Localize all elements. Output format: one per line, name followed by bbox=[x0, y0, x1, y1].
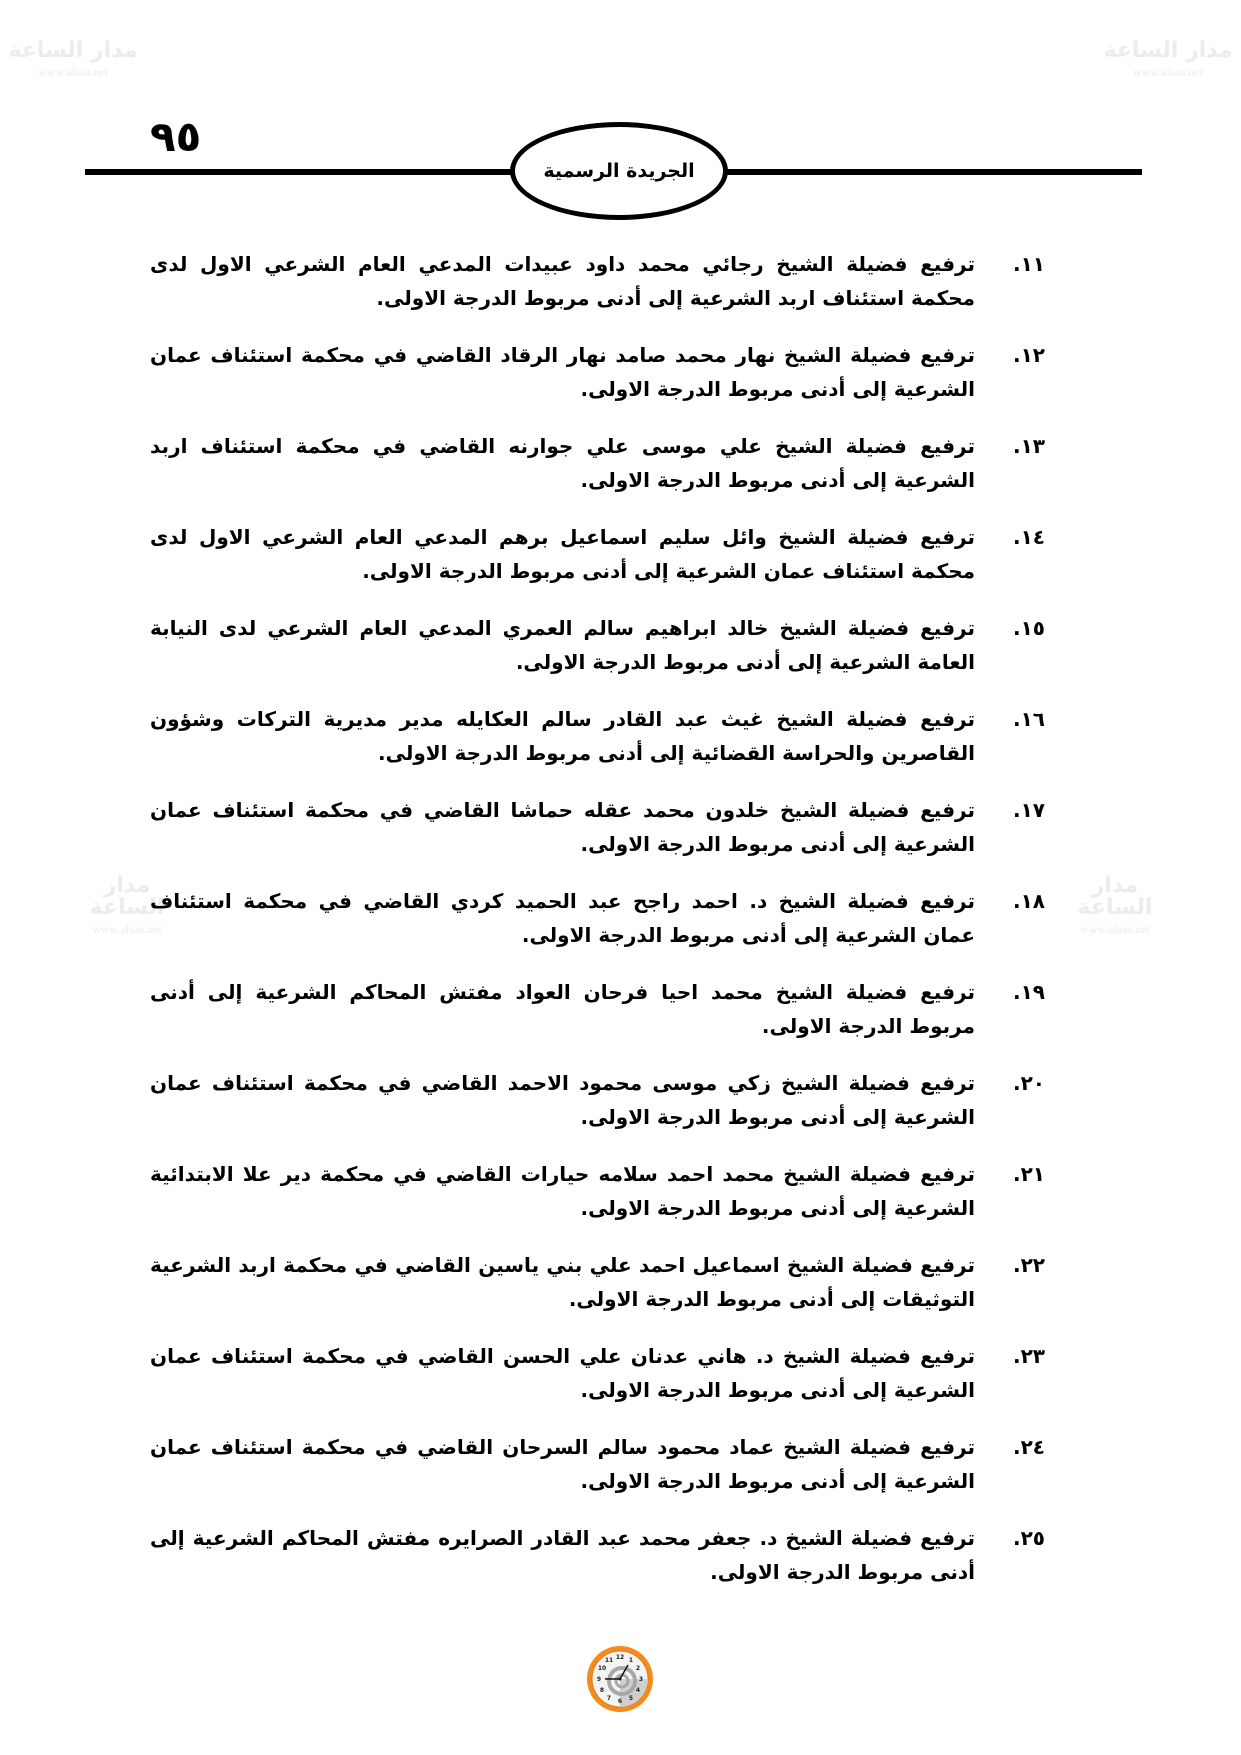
svg-text:4: 4 bbox=[635, 1687, 641, 1694]
watermark-text: مدار الساعة bbox=[1103, 38, 1233, 63]
item-number: ١٦. bbox=[1012, 707, 1045, 731]
watermark-url: www.alsaa.net bbox=[38, 65, 108, 79]
watermark-top-right bbox=[1103, 40, 1233, 78]
list-item bbox=[150, 611, 1045, 679]
item-text: ترفيع فضيلة الشيخ د. هاني عدنان علي الحسن القاضي في محكمة استئناف عمان الشرعية إلى أدنى مربوط الدرجة الاولى. bbox=[150, 1344, 975, 1402]
page-number: ٩٥ bbox=[150, 112, 202, 161]
item-text: ترفيع فضيلة الشيخ خلدون محمد عقله حماشا القاضي في محكمة استئناف عمان الشرعية إلى أدنى مربوط الدرجة الاولى. bbox=[150, 798, 975, 856]
list-item bbox=[150, 884, 1045, 952]
svg-text:12: 12 bbox=[615, 1654, 625, 1661]
list-item bbox=[150, 1066, 1045, 1134]
watermark-text: مدار الساعة bbox=[8, 38, 138, 63]
item-number: ١٨. bbox=[1012, 889, 1045, 913]
item-text: ترفيع فضيلة الشيخ نهار محمد صامد نهار الرقاد القاضي في محكمة استئناف عمان الشرعية إلى أدنى مربوط الدرجة الاولى. bbox=[150, 343, 975, 401]
item-text: ترفيع فضيلة الشيخ د. احمد راجح عبد الحميد كردي القاضي في محكمة استئناف عمان الشرعية إلى أدنى مربوط الدرجة الاولى. bbox=[150, 889, 975, 947]
list-item bbox=[150, 702, 1045, 770]
item-text: ترفيع فضيلة الشيخ محمد احيا فرحان العواد مفتش المحاكم الشرعية إلى أدنى مربوط الدرجة الاولى. bbox=[150, 980, 975, 1038]
watermark-text: مدار الساعة bbox=[1077, 873, 1153, 920]
list-item bbox=[150, 1157, 1045, 1225]
item-text: ترفيع فضيلة الشيخ زكي موسى محمود الاحمد القاضي في محكمة استئناف عمان الشرعية إلى أدنى مربوط الدرجة الاولى. bbox=[150, 1071, 975, 1129]
item-text: ترفيع فضيلة الشيخ وائل سليم اسماعيل برهم المدعي العام الشرعي الاول لدى محكمة استئناف عمان الشرعية إلى أدنى مربوط الدرجة الاولى. bbox=[150, 525, 975, 583]
list-item bbox=[150, 429, 1045, 497]
list-item bbox=[150, 793, 1045, 861]
item-number: ٢٢. bbox=[1012, 1253, 1045, 1277]
list-item bbox=[150, 1521, 1045, 1589]
item-number: ١٧. bbox=[1012, 798, 1045, 822]
watermark-url: www.alsaa.net bbox=[92, 922, 162, 936]
item-text: ترفيع فضيلة الشيخ غيث عبد القادر سالم العكايله مدير مديرية التركات وشؤون القاصرين والحراسة القضائية إلى أدنى مربوط الدرجة الاولى. bbox=[150, 707, 975, 765]
item-number: ٢٥. bbox=[1012, 1526, 1045, 1550]
item-number: ١٣. bbox=[1012, 434, 1045, 458]
svg-text:11: 11 bbox=[604, 1657, 614, 1664]
item-text: ترفيع فضيلة الشيخ خالد ابراهيم سالم العمري المدعي العام الشرعي لدى النيابة العامة الشرعية إلى أدنى مربوط الدرجة الاولى. bbox=[150, 616, 975, 674]
item-number: ١٩. bbox=[1012, 980, 1045, 1004]
list-item bbox=[150, 520, 1045, 588]
list-item bbox=[150, 1248, 1045, 1316]
svg-text:2: 2 bbox=[635, 1665, 641, 1672]
svg-text:10: 10 bbox=[597, 1665, 607, 1672]
svg-text:8: 8 bbox=[599, 1687, 605, 1694]
gazette-title: الجريدة الرسمية bbox=[543, 160, 695, 182]
item-text: ترفيع فضيلة الشيخ د. جعفر محمد عبد القادر الصرايره مفتش المحاكم الشرعية إلى أدنى مربوط الدرجة الاولى. bbox=[150, 1526, 975, 1584]
list-item bbox=[150, 338, 1045, 406]
item-number: ١١. bbox=[1012, 252, 1045, 276]
svg-text:5: 5 bbox=[628, 1695, 634, 1702]
item-number: ٢١. bbox=[1012, 1162, 1045, 1186]
watermark-middle-right bbox=[1060, 875, 1170, 935]
item-text: ترفيع فضيلة الشيخ محمد احمد سلامه حيارات القاضي في محكمة دير علا الابتدائية الشرعية إلى أدنى مربوط الدرجة الاولى. bbox=[150, 1162, 975, 1220]
watermark-top-left bbox=[8, 40, 138, 78]
item-text: ترفيع فضيلة الشيخ رجائي محمد داود عبيدات المدعي العام الشرعي الاول لدى محكمة استئناف اربد الشرعية إلى أدنى مربوط الدرجة الاولى. bbox=[150, 252, 975, 310]
svg-text:6: 6 bbox=[617, 1698, 623, 1705]
svg-text:9: 9 bbox=[596, 1676, 602, 1683]
svg-text:3: 3 bbox=[638, 1676, 644, 1683]
item-number: ١٢. bbox=[1012, 343, 1045, 367]
watermark-text: مدار الساعة bbox=[89, 873, 165, 920]
header-title-ellipse bbox=[510, 122, 728, 220]
item-number: ٢٣. bbox=[1012, 1344, 1045, 1368]
promotion-list bbox=[150, 247, 1045, 1612]
item-text: ترفيع فضيلة الشيخ اسماعيل احمد علي بني ياسين القاضي في محكمة اربد الشرعية التوثيقات إلى أدنى مربوط الدرجة الاولى. bbox=[150, 1253, 975, 1311]
list-item bbox=[150, 1339, 1045, 1407]
watermark-url: www.alsaa.net bbox=[1080, 922, 1150, 936]
list-item bbox=[150, 975, 1045, 1043]
item-number: ١٥. bbox=[1012, 616, 1045, 640]
item-number: ٢٠. bbox=[1012, 1071, 1045, 1095]
item-number: ١٤. bbox=[1012, 525, 1045, 549]
clock-icon bbox=[585, 1644, 655, 1714]
item-number: ٢٤. bbox=[1012, 1435, 1045, 1459]
watermark-url: www.alsaa.net bbox=[1133, 65, 1203, 79]
item-text: ترفيع فضيلة الشيخ عماد محمود سالم السرحان القاضي في محكمة استئناف عمان الشرعية إلى أدنى مربوط الدرجة الاولى. bbox=[150, 1435, 975, 1493]
list-item bbox=[150, 247, 1045, 315]
svg-text:7: 7 bbox=[606, 1695, 612, 1702]
list-item bbox=[150, 1430, 1045, 1498]
svg-text:1: 1 bbox=[628, 1657, 634, 1664]
item-text: ترفيع فضيلة الشيخ علي موسى علي جوارنه القاضي في محكمة استئناف اربد الشرعية إلى أدنى مربوط الدرجة الاولى. bbox=[150, 434, 975, 492]
